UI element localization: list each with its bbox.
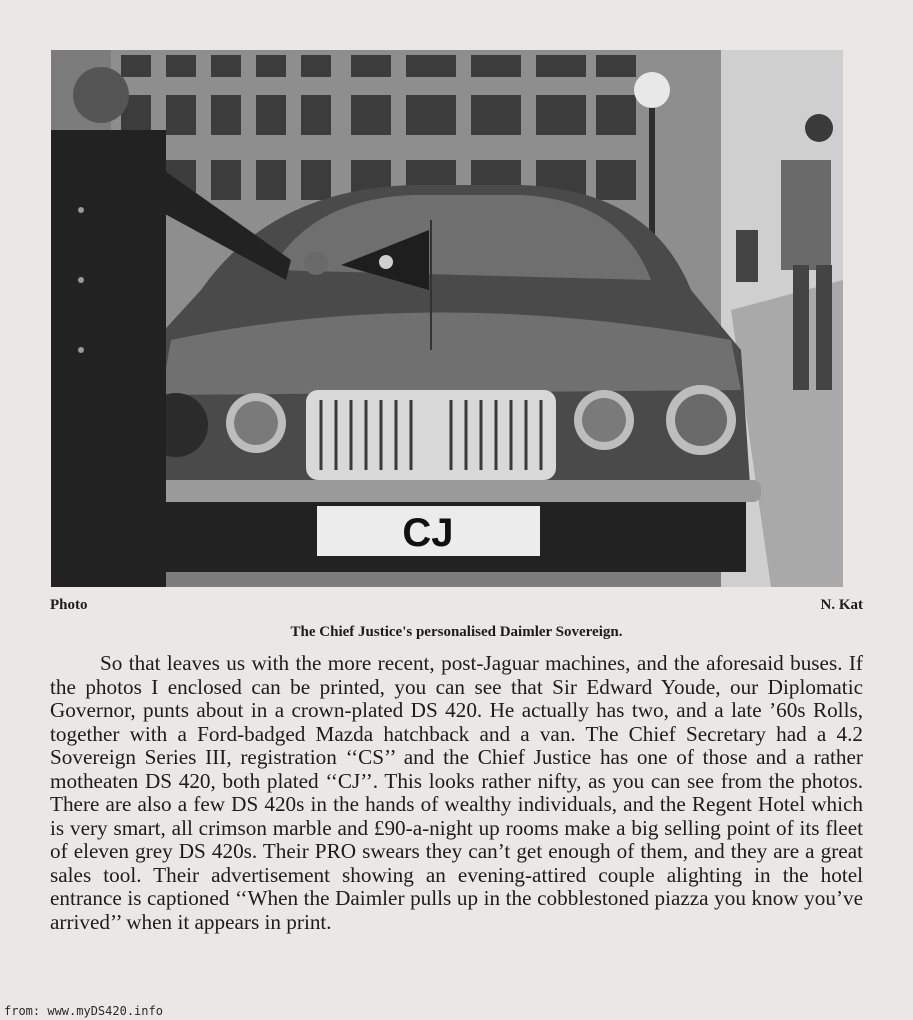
car-photo bbox=[51, 50, 843, 587]
photo-credit-name: N. Kat bbox=[820, 597, 863, 613]
daimler-photo-illustration bbox=[51, 50, 843, 587]
plate-text: CJ bbox=[402, 511, 454, 555]
source-watermark: from: www.myDS420.info bbox=[4, 1004, 163, 1018]
photo-credit-label: Photo bbox=[50, 597, 88, 613]
article-body: So that leaves us with the more recent, post-Jaguar machines, and the aforesaid buses. If the photos I enclosed can be printed, you can see that Sir Edward Youde, our Diplomatic Governor, punts about in a crown-plated DS 420. He actually has two, and a late ’60s Rolls, together with a Ford-badged Mazda hatchback and a van. The Chief Secretary had a 4.2 Sovereign Series III, registration ‘‘CS’’ and the Chief Justice has one of those and a rather motheaten DS 420, both plated ‘‘CJ’’. This looks rather nifty, as you can see from the photos. There are also a few DS 420s in the hands of wealthy individuals, and the Regent Hotel which is very smart, all crimson marble and £90-a-night up rooms make a big selling point of its fleet of eleven grey DS 420s. Their PRO swears they can’t get enough of them, and they are a great sales tool. Their advertisement showing an evening-attired couple alighting in the hotel entrance is captioned ‘‘When the Daimler pulls up in the cobblestoned piazza you know you’ve arrived’’ when it appears in print. bbox=[50, 651, 863, 934]
photo-caption: The Chief Justice's personalised Daimler Sovereign. bbox=[290, 624, 623, 640]
